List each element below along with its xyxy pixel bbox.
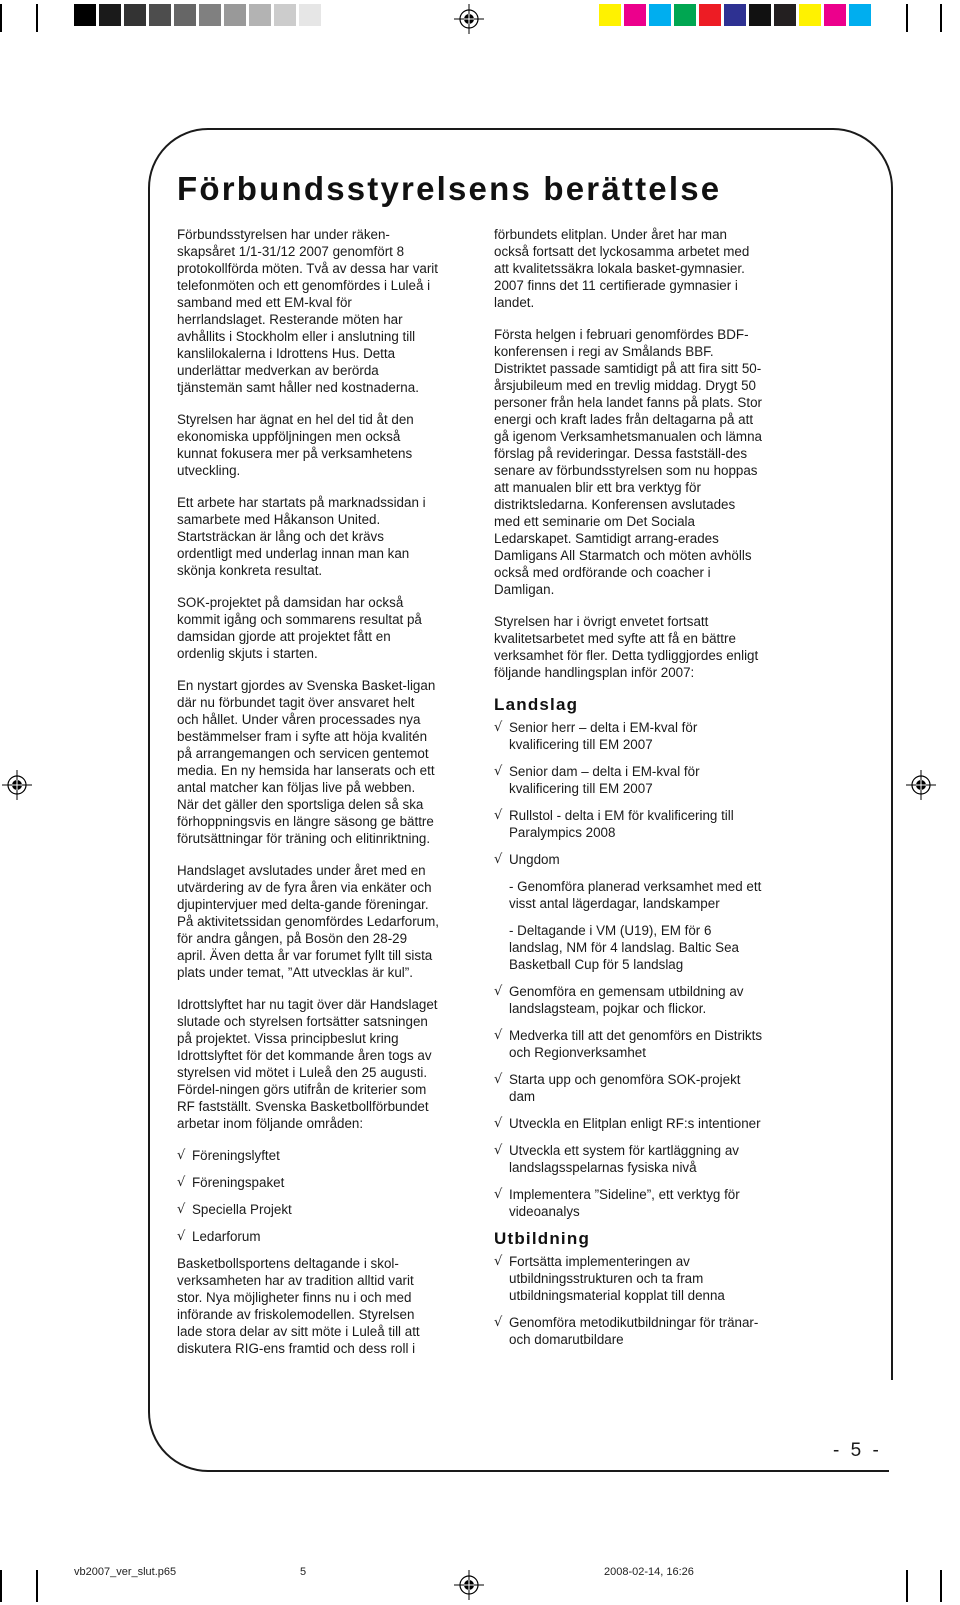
color-swatch xyxy=(799,4,821,26)
list-item: √ Föreningspaket xyxy=(177,1175,285,1190)
list-item: √ Föreningslyftet xyxy=(177,1148,280,1163)
check-icon: √ xyxy=(177,1148,186,1163)
crop-mark xyxy=(940,1570,942,1602)
list-item: √ Utveckla ett system för kartläggning av landslagsspelarnas fysiska nivå xyxy=(494,1143,739,1175)
crop-mark xyxy=(940,4,942,32)
color-swatch xyxy=(724,4,746,26)
list-item: √ Implementera ”Sideline”, ett verktyg för videoanalys xyxy=(494,1187,740,1219)
color-swatch xyxy=(224,4,246,26)
color-swatch xyxy=(699,4,721,26)
color-swatch xyxy=(749,4,771,26)
color-swatch xyxy=(99,4,121,26)
paragraph: Basketbollsportens deltagande i skol-verksamheten har av tradition alltid varit stor. Nya möjligheter finns nu i och med införande av friskolemodellen. Styrelsen lade stora delar av sitt möte i Luleå till att diskutera RIG-ens framtid och dess roll i xyxy=(177,1256,420,1356)
list-item: √ Speciella Projekt xyxy=(177,1202,292,1217)
check-icon: √ xyxy=(494,1187,503,1202)
utbildning-list xyxy=(494,1253,764,1348)
check-icon: √ xyxy=(494,1072,503,1087)
crop-mark xyxy=(36,4,38,32)
gray-swatch-bar xyxy=(74,4,324,26)
crop-mark xyxy=(0,4,2,32)
paragraph: Handslaget avslutades under året med en utvärdering av de fyra åren via enkäter och djupintervjuer med delta-gande föreningar. På aktivitetssidan genomfördes Ledarforum, för andra gången, på Bosön den 28-29 april. Även detta år var forumet fyllt till sista plats under temat, ”Att utvecklas är kul”. xyxy=(177,863,440,980)
list-item: √ Rullstol - delta i EM för kvalificering till Paralympics 2008 xyxy=(494,808,734,840)
color-swatch-bar xyxy=(599,4,874,26)
check-icon: √ xyxy=(494,1116,503,1131)
footer-date: 2008-02-14, 16:26 xyxy=(604,1566,694,1578)
color-swatch xyxy=(174,4,196,26)
check-icon: √ xyxy=(494,852,503,867)
list-item: √ Starta upp och genomföra SOK-projekt dam xyxy=(494,1072,741,1104)
paragraph: förbundets elitplan. Under året har man också fortsatt det lyckosamma arbetet med att kvalitetssäkra lokala basket-gymnasier. 2007 finns det 11 certifierade gymnasier i landet. xyxy=(494,227,750,310)
page-number: - 5 - xyxy=(833,1440,882,1461)
ungdom-sub-item: - Deltagande i VM (U19), EM för 6 landslag, NM för 4 landslag. Baltic Sea Basketball Cup för 5 landslag xyxy=(509,923,739,972)
paragraph: Idrottslyftet har nu tagit över där Handslaget slutade och styrelsen fortsätter satsningen på projektet. Vissa principbeslut kring Idrottslyftet för det kommande åren togs av styrelsen vid mötet i Luleå den 25 augusti. Fördel-ningen görs utifrån de kriterier som RF fastställt. Svenska Basketbollförbundet arbetar inom följande områden: xyxy=(177,997,438,1131)
section-heading-landslag: Landslag xyxy=(494,695,579,714)
registration-mark-icon xyxy=(454,1570,484,1600)
color-swatch xyxy=(674,4,696,26)
color-swatch xyxy=(74,4,96,26)
crop-mark xyxy=(36,1570,38,1602)
check-icon: √ xyxy=(494,984,503,999)
color-swatch xyxy=(849,4,871,26)
list-item: √ Medverka till att det genomförs en Distrikts och Regionverksamhet xyxy=(494,1028,763,1060)
crop-mark xyxy=(906,4,908,32)
paragraph: Ett arbete har startats på marknadssidan i samarbete med Håkanson United. Startsträckan är lång och det krävs ordentligt med underlag innan man kan skönja konkreta resultat. xyxy=(177,495,426,578)
ungdom-sub-item: - Genomföra planerad verksamhet med ett visst antal lägerdagar, landskamper xyxy=(509,879,762,911)
check-icon: √ xyxy=(177,1202,186,1217)
color-swatch xyxy=(124,4,146,26)
color-swatch xyxy=(774,4,796,26)
landslag-list-continued xyxy=(494,983,764,1220)
page-title: Förbundsstyrelsens berättelse xyxy=(177,170,722,207)
list-item: √ Senior herr – delta i EM-kval för kvalificering till EM 2007 xyxy=(494,720,698,752)
check-icon: √ xyxy=(494,1143,503,1158)
color-swatch xyxy=(624,4,646,26)
areas-list xyxy=(177,1147,439,1245)
paragraph: Styrelsen har i övrigt envetet fortsatt kvalitetsarbetet med syfte att få en bättre verksamhet för fler. Detta tydliggjordes enligt följande handlingsplan inför 2007: xyxy=(494,614,759,680)
crop-mark xyxy=(906,1570,908,1602)
list-item: √ Utveckla en Elitplan enligt RF:s intentioner xyxy=(494,1116,761,1131)
color-swatch xyxy=(299,4,321,26)
paragraph: Första helgen i februari genomfördes BDF-konferensen i regi av Smålands BBF. Distriktet passade samtidigt på att fira sitt 50-årsjubileum med en trevlig middag. Drygt 50 personer från hela landet fanns på plats. Stor energi och kraft lades från deltagarna på att gå igenom Verksamhetsmanualen och lämna förslag på revideringar. Dessa fastställ-des senare av förbundsstyrelsen som nu hoppas att manualen blir ett bra verktyg för distriktsledarna. Konferensen avslutades med ett seminarie om Det Sociala Ledarskapet. Samtidigt arrang-erades Damligans All Starmatch och möten avhölls också med ordförande och coacher i Damligan. xyxy=(494,327,762,597)
registration-mark-icon xyxy=(454,4,484,34)
paragraph: Förbundsstyrelsen har under räken-skapsåret 1/1-31/12 2007 genomfört 8 protokollförda möten. Två av dessa har varit telefonmöten och ett genomfördes i Luleå i samband med ett EM-kval för herrlandslaget. Resterande möten har avhållits i Stockholm eller i anslutning till kanslilokalerna i Idrottens Hus. Detta underlättar medverkan av berörda tjänstemän samt håller ned kostnaderna. xyxy=(177,227,438,395)
color-swatch xyxy=(649,4,671,26)
check-icon: √ xyxy=(494,1315,503,1330)
list-item: √ Ledarforum xyxy=(177,1229,261,1244)
color-swatch xyxy=(249,4,271,26)
list-item: √ Senior dam – delta i EM-kval för kvalificering till EM 2007 xyxy=(494,764,700,796)
crop-mark xyxy=(0,1570,2,1602)
color-swatch xyxy=(599,4,621,26)
list-item: √ Genomföra metodikutbildningar för tränar- och domarutbildare xyxy=(494,1315,759,1347)
paragraph: SOK-projektet på damsidan har också kommit igång och sommarens resultat på damsidan gjorde att projektet fått en ordenlig skjuts i starten. xyxy=(177,595,422,661)
right-column xyxy=(494,226,764,1358)
registration-mark-icon xyxy=(906,770,936,800)
check-icon: √ xyxy=(494,764,503,779)
landslag-list xyxy=(494,719,764,868)
left-column xyxy=(177,226,439,1372)
check-icon: √ xyxy=(177,1175,186,1190)
color-swatch xyxy=(199,4,221,26)
check-icon: √ xyxy=(494,720,503,735)
list-item: √ Genomföra en gemensam utbildning av landslagsteam, pojkar och flickor. xyxy=(494,984,744,1016)
check-icon: √ xyxy=(494,808,503,823)
list-item: √ Fortsätta implementeringen av utbildningsstrukturen och ta fram utbildningsmaterial kopplat till denna xyxy=(494,1254,725,1303)
color-swatch xyxy=(149,4,171,26)
footer-file-name: vb2007_ver_slut.p65 xyxy=(74,1566,177,1578)
color-swatch xyxy=(274,4,296,26)
check-icon: √ xyxy=(494,1254,503,1269)
paragraph: Styrelsen har ägnat en hel del tid åt den ekonomiska uppföljningen men också kunnat fokusera mer på verksamhetens utveckling. xyxy=(177,412,414,478)
check-icon: √ xyxy=(494,1028,503,1043)
section-heading-utbildning: Utbildning xyxy=(494,1229,591,1248)
paragraph: En nystart gjordes av Svenska Basket-ligan där nu förbundet tagit över ansvaret helt och hållet. Under våren processades nya bestämmelser fram i syfte att höja kvalitén på arrangemangen och servicen gentemot media. En ny hemsida har lanserats och ett antal matcher kan följas live på webben. När det gäller den sportsliga delen så ska förhoppningsvis en längre säsong ge bättre förutsättningar för träning och elitinriktning. xyxy=(177,678,436,846)
registration-mark-icon xyxy=(2,770,32,800)
check-icon: √ xyxy=(177,1229,186,1244)
color-swatch xyxy=(824,4,846,26)
list-item: √ Ungdom xyxy=(494,852,560,867)
footer-page: 5 xyxy=(300,1566,307,1578)
